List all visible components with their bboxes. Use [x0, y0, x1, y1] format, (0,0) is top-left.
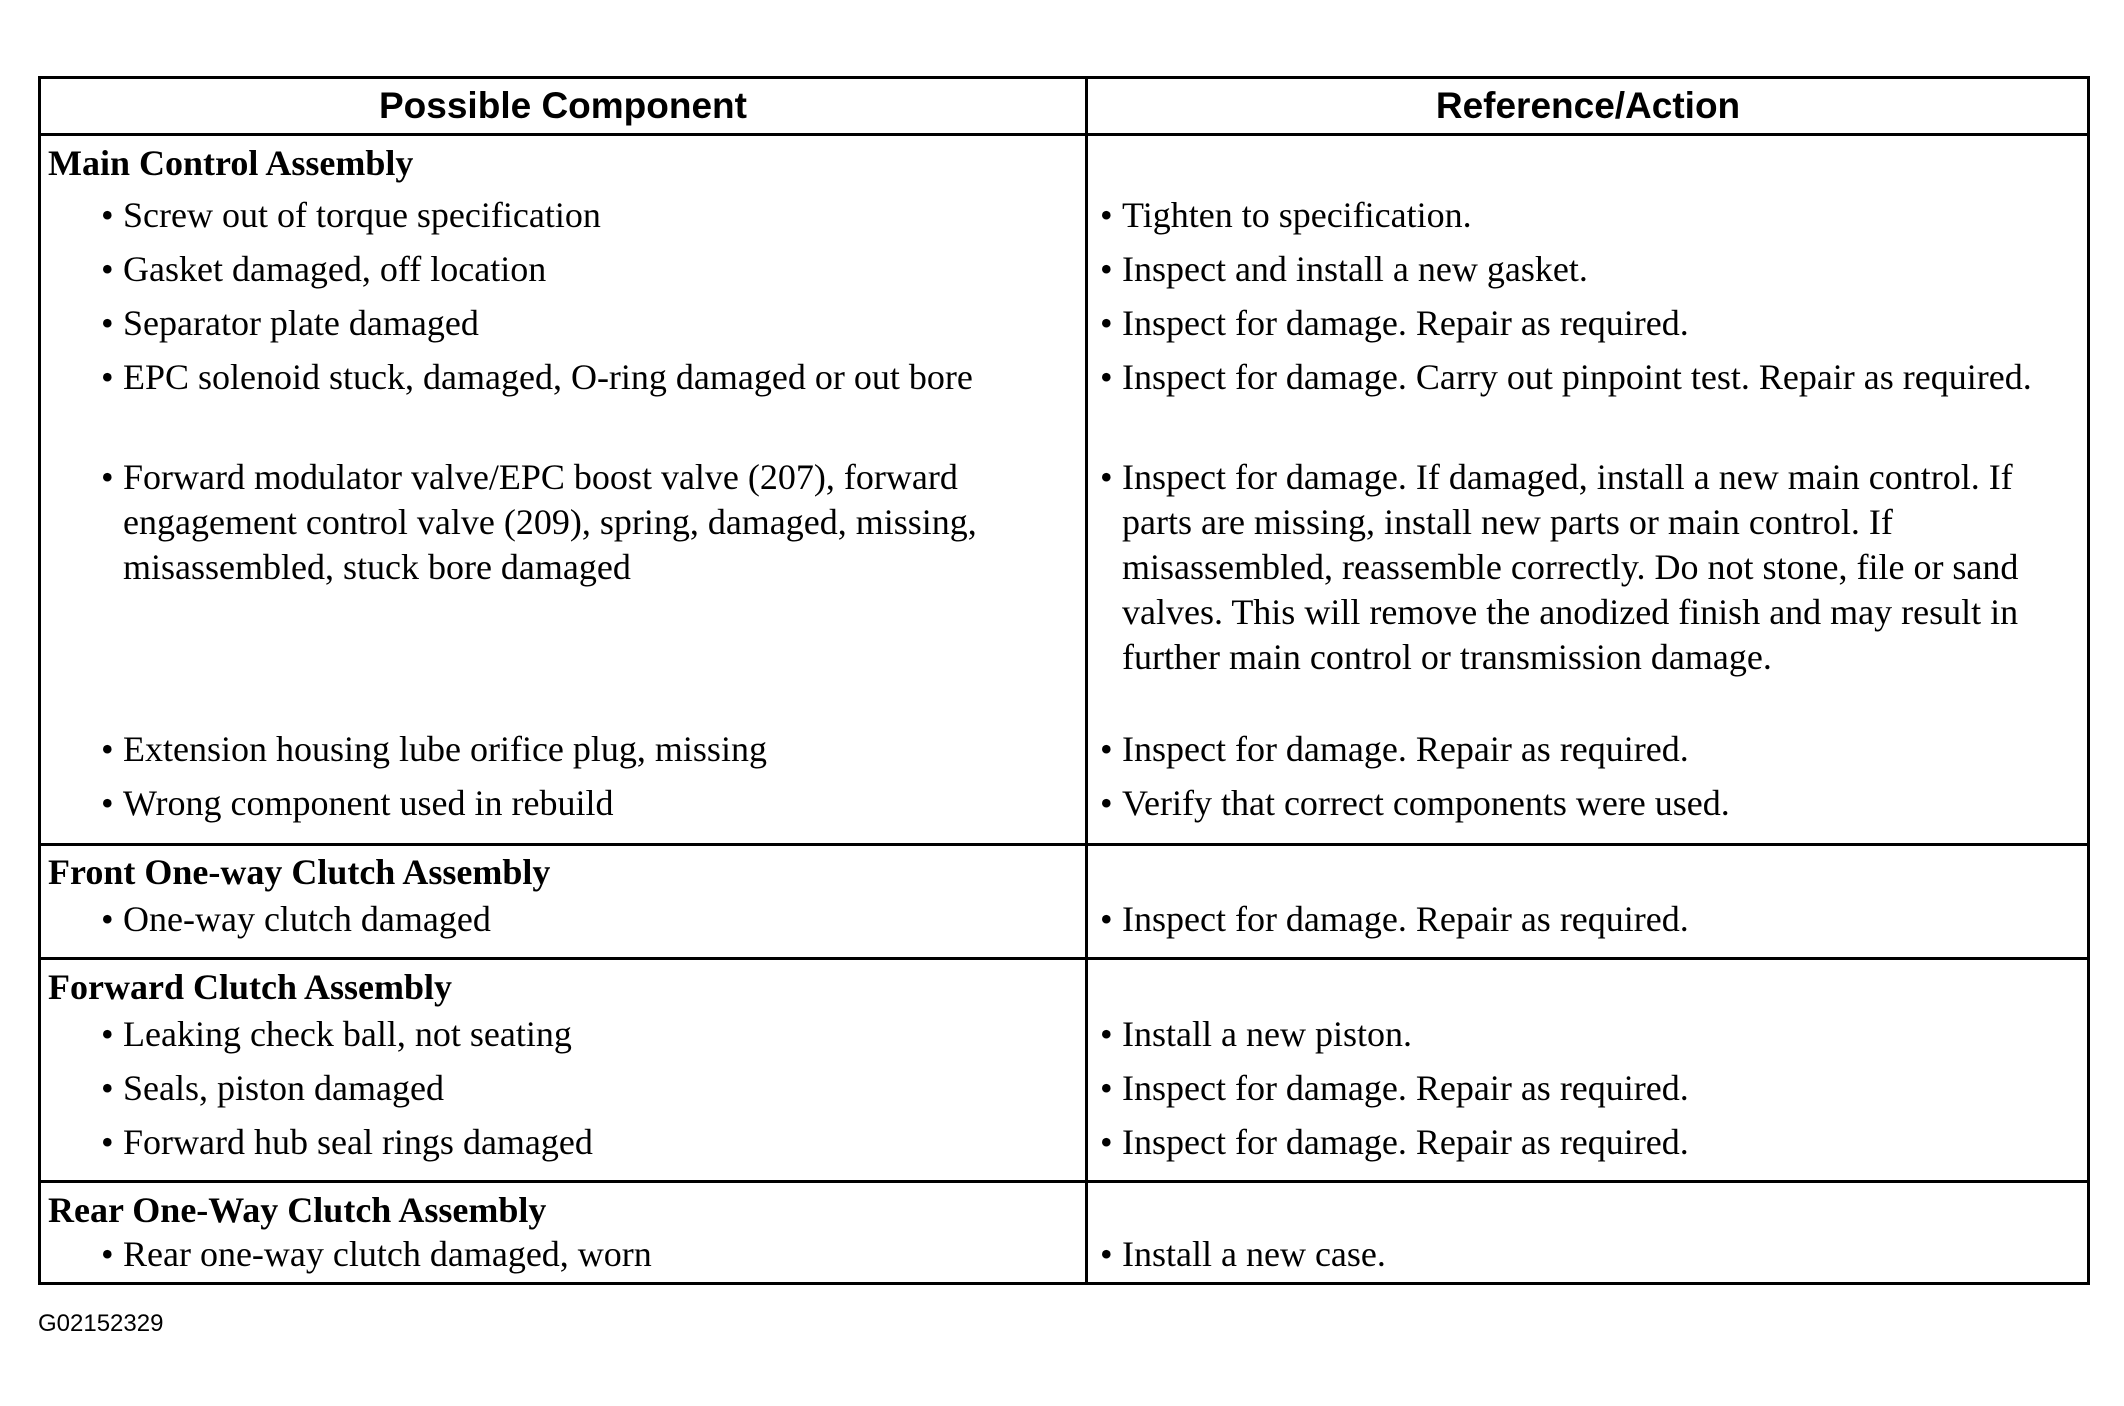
action-text: Inspect for damage. Repair as required. [1122, 303, 1689, 343]
group-title-rear-one-way-clutch: Rear One-Way Clutch Assembly [48, 1190, 547, 1230]
action-item [1100, 455, 2075, 680]
bullet: • [101, 1068, 114, 1108]
component-item [101, 1232, 1081, 1277]
component-text: One-way clutch damaged [123, 899, 491, 939]
bullet: • [1100, 303, 1113, 343]
action-item [1100, 355, 2060, 400]
bullet: • [1100, 249, 1113, 289]
column-divider [1085, 79, 1088, 1282]
component-item [101, 455, 1081, 590]
action-text: Inspect for damage. Repair as required. [1122, 899, 1689, 939]
component-item [101, 247, 1081, 292]
group-title-forward-clutch: Forward Clutch Assembly [48, 967, 452, 1007]
action-text: Verify that correct components were used. [1122, 783, 1730, 823]
component-text: EPC solenoid stuck, damaged, O-ring damaged or out bore [123, 357, 973, 397]
action-item [1100, 727, 2080, 772]
bullet: • [1100, 1234, 1113, 1274]
component-text: Gasket damaged, off location [123, 249, 547, 289]
component-text: Seals, piston damaged [123, 1068, 444, 1108]
bullet: • [1100, 729, 1113, 769]
bullet: • [1100, 1068, 1113, 1108]
action-item [1100, 301, 2080, 346]
bullet: • [101, 899, 114, 939]
component-text: Screw out of torque specification [123, 195, 601, 235]
bullet: • [1100, 783, 1113, 823]
group-title-front-one-way-clutch: Front One-way Clutch Assembly [48, 852, 551, 892]
group-divider [41, 843, 2087, 846]
action-text: Inspect for damage. Repair as required. [1122, 729, 1689, 769]
component-item [101, 1066, 1081, 1111]
bullet: • [1100, 195, 1113, 235]
header-reference-action: Reference/Action [1435, 85, 1741, 126]
bullet: • [101, 783, 114, 823]
action-item [1100, 1066, 2080, 1111]
bullet: • [101, 195, 114, 235]
action-text: Install a new case. [1122, 1234, 1386, 1274]
component-item [101, 355, 1061, 400]
component-text: Leaking check ball, not seating [123, 1014, 572, 1054]
figure-code: G02152329 [38, 1310, 164, 1337]
component-text: Forward modulator valve/EPC boost valve (207), forward engagement control valve (209), spring, damaged, missing, misassembled, stuck bore damaged [123, 457, 977, 587]
action-item [1100, 193, 2080, 238]
header-divider [41, 133, 2087, 136]
component-item [101, 781, 1081, 826]
action-text: Inspect and install a new gasket. [1122, 249, 1588, 289]
action-item [1100, 1012, 2080, 1057]
bullet: • [101, 249, 114, 289]
bullet: • [101, 1122, 114, 1162]
component-item [101, 301, 1081, 346]
component-item [101, 897, 1081, 942]
bullet: • [101, 1234, 114, 1274]
action-text: Install a new piston. [1122, 1014, 1412, 1054]
bullet: • [1100, 899, 1113, 939]
bullet: • [101, 729, 114, 769]
action-text: Tighten to specification. [1122, 195, 1472, 235]
action-text: Inspect for damage. Repair as required. [1122, 1122, 1689, 1162]
bullet: • [1100, 1014, 1113, 1054]
bullet: • [1100, 1122, 1113, 1162]
bullet: • [101, 1014, 114, 1054]
action-item [1100, 897, 2080, 942]
diagnosis-table [38, 76, 2090, 1285]
action-item [1100, 1232, 2080, 1277]
component-item [101, 727, 1081, 772]
action-text: Inspect for damage. Carry out pinpoint test. Repair as required. [1122, 357, 2032, 397]
component-text: Separator plate damaged [123, 303, 479, 343]
group-divider [41, 957, 2087, 960]
component-item [101, 1120, 1081, 1165]
action-text: Inspect for damage. If damaged, install a new main control. If parts are missing, install new parts or main control. If misassembled, reassemble correctly. Do not stone, file or sand valves. This will remove the anodized finish and may result in further main control or transmission damage. [1122, 457, 2019, 677]
component-item [101, 1012, 1081, 1057]
bullet: • [1100, 357, 1113, 397]
group-divider [41, 1180, 2087, 1183]
header-possible-component: Possible Component [379, 85, 747, 126]
component-text: Extension housing lube orifice plug, missing [123, 729, 767, 769]
component-item [101, 193, 1081, 238]
component-text: Rear one-way clutch damaged, worn [123, 1234, 652, 1274]
bullet: • [101, 303, 114, 343]
bullet: • [101, 457, 114, 497]
action-item [1100, 781, 2080, 826]
group-title-main-control: Main Control Assembly [48, 143, 414, 183]
bullet: • [101, 357, 114, 397]
component-text: Forward hub seal rings damaged [123, 1122, 593, 1162]
action-item [1100, 247, 2080, 292]
action-item [1100, 1120, 2080, 1165]
bullet: • [1100, 457, 1113, 497]
action-text: Inspect for damage. Repair as required. [1122, 1068, 1689, 1108]
component-text: Wrong component used in rebuild [123, 783, 614, 823]
